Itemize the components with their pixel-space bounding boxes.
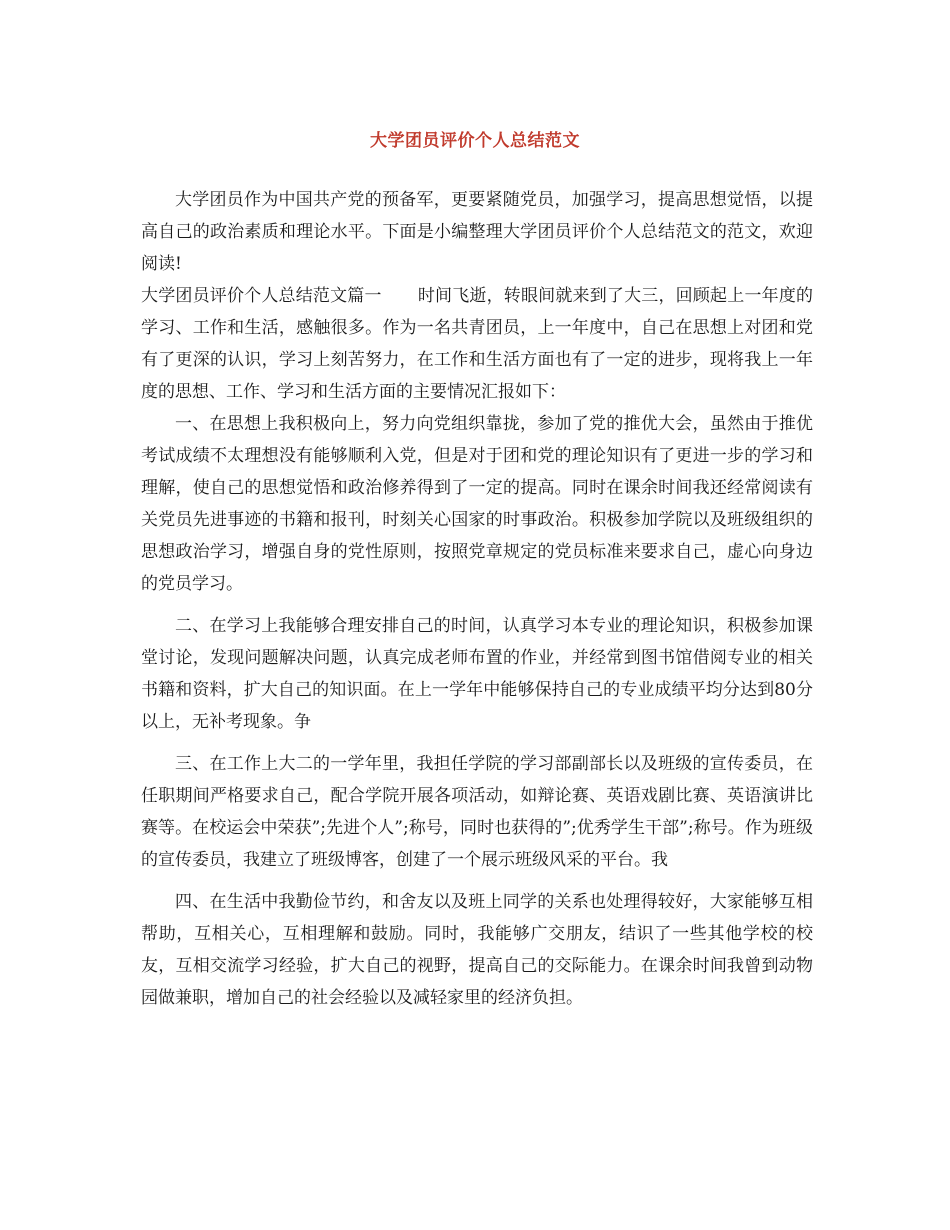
section-opening-text: 时间飞逝，转眼间就来到了大三，回顾起上一年度的学习、工作和生活，感触很多。作为一名共青团员，上一年度中，自己在思想上对团和党有了更深的认识，学习上刻苦努力，在工作和生活方面也有了一定的进步，现将我上一年度的思想、工作、学习和生活方面的主要情况汇报如下： <box>141 286 814 402</box>
section-heading: 大学团员评价个人总结范文篇一 <box>141 286 382 306</box>
body-paragraph-2: 二、在学习上我能够合理安排自己的时间，认真学习本专业的理论知识，积极参加课堂讨论，发现问题解决问题，认真完成老师布置的作业，并经常到图书馆借阅专业的相关书籍和资料，扩大自己的知识面。在上一学年中能够保持自己的专业成绩平均分达到80分以上，无补考现象。争 <box>141 616 813 732</box>
document-body <box>141 184 813 1014</box>
document-title: 大学团员评价个人总结范文 <box>370 131 580 151</box>
intro-paragraph: 大学团员作为中国共产党的预备军，更要紧随党员，加强学习，提高思想觉悟，以提高自己的政治素质和理论水平。下面是小编整理大学团员评价个人总结范文的范文，欢迎阅读! <box>141 190 813 274</box>
body-paragraph-4: 四、在生活中我勤俭节约，和舍友以及班上同学的关系也处理得较好，大家能够互相帮助，互相关心，互相理解和鼓励。同时，我能够广交朋友，结识了一些其他学校的校友，互相交流学习经验，扩大自己的视野，提高自己的交际能力。在课余时间我曾到动物园做兼职，增加自己的社会经验以及减轻家里的经济负担。 <box>141 892 813 1008</box>
body-paragraph-3: 三、在工作上大二的一学年里，我担任学院的学习部副部长以及班级的宣传委员，在任职期间严格要求自己，配合学院开展各项活动，如辩论赛、英语戏剧比赛、英语演讲比赛等。在校运会中荣获”;先进个人”;称号，同时也获得的”;优秀学生干部”;称号。作为班级的宣传委员，我建立了班级博客，创建了一个展示班级风采的平台。我 <box>141 754 813 870</box>
section-paragraph <box>141 280 813 408</box>
body-paragraph-1: 一、在思想上我积极向上，努力向党组织靠拢，参加了党的推优大会，虽然由于推优考试成绩不太理想没有能够顺利入党，但是对于团和党的理论知识有了更进一步的学习和理解，使自己的思想觉悟和政治修养得到了一定的提高。同时在课余时间我还经常阅读有关党员先进事迹的书籍和报刊，时刻关心国家的时事政治。积极参加学院以及班级组织的思想政治学习，增强自身的党性原则，按照党章规定的党员标准来要求自己，虚心向身边的党员学习。 <box>141 414 813 594</box>
